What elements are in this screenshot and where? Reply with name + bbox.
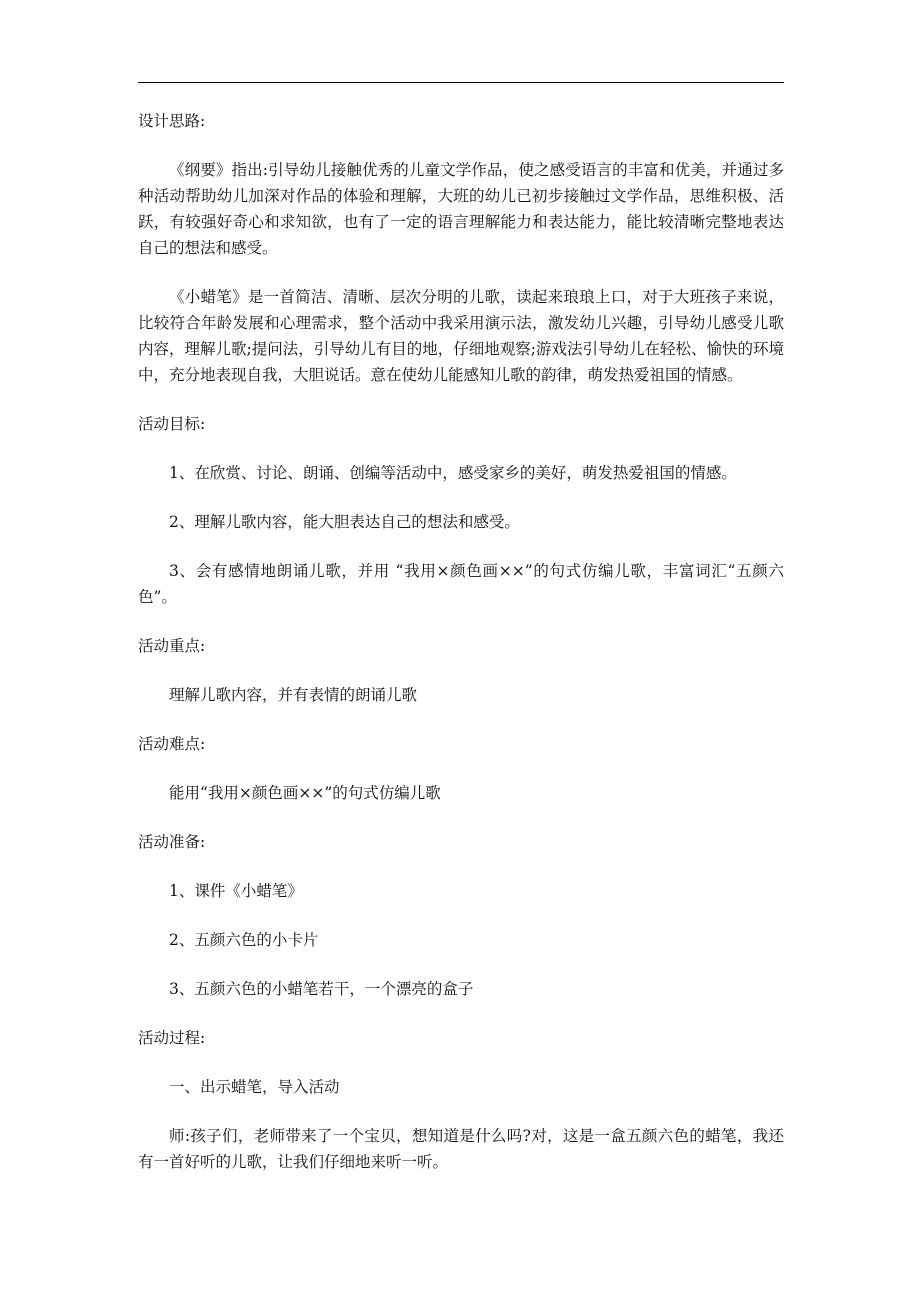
process-step-1: 一、出示蜡笔，导入活动: [169, 1078, 340, 1096]
section-heading-design: 设计思路:: [138, 112, 206, 130]
section-heading-goals: 活动目标:: [138, 415, 206, 433]
preparation-item-2: 2、五颜六色的小卡片: [169, 931, 319, 949]
goal-item-3: 3、会有感情地朗诵儿歌，并用 “我用×颜色画××”的句式仿编儿歌，丰富词汇“五颜六色”。: [138, 562, 784, 606]
preparation-item-1: 1、课件《小蜡笔》: [169, 882, 303, 900]
document-body: [138, 108, 784, 1198]
header-rule: [138, 82, 784, 83]
goal-item-2: 2、理解儿歌内容，能大胆表达自己的想法和感受。: [169, 513, 520, 531]
section-heading-process: 活动过程:: [138, 1029, 206, 1047]
difficulty-text: 能用“我用×颜色画××”的句式仿编儿歌: [169, 784, 441, 802]
preparation-item-3: 3、五颜六色的小蜡笔若干，一个漂亮的盒子: [169, 980, 474, 998]
section-heading-key-points: 活动重点:: [138, 637, 206, 655]
section-heading-preparation: 活动准备:: [138, 833, 206, 851]
teacher-dialogue: 师:孩子们，老师带来了一个宝贝，想知道是什么吗?对，这是一盒五颜六色的蜡笔，我还有一首好听的儿歌，让我们仔细地来听一听。: [138, 1127, 784, 1171]
key-point-text: 理解儿歌内容，并有表情的朗诵儿歌: [169, 686, 418, 704]
goal-item-1: 1、在欣赏、讨论、朗诵、创编等活动中，感受家乡的美好，萌发热爱祖国的情感。: [169, 464, 737, 482]
paragraph-outline: 《纲要》指出:引导幼儿接触优秀的儿童文学作品，使之感受语言的丰富和优美，并通过多种活动帮助幼儿加深对作品的体验和理解，大班的幼儿已初步接触过文学作品，思维积极、活跃，有较强好奇心和求知欲，也有了一定的语言理解能力和表达能力，能比较清晰完整地表达自己的想法和感受。: [138, 161, 784, 257]
section-heading-difficulties: 活动难点:: [138, 735, 206, 753]
paragraph-crayon-song: 《小蜡笔》是一首简洁、清晰、层次分明的儿歌，读起来琅琅上口，对于大班孩子来说，比较符合年龄发展和心理需求，整个活动中我采用演示法，激发幼儿兴趣，引导幼儿感受儿歌内容，理解儿歌;提问法，引导幼儿有目的地，仔细地观察;游戏法引导幼儿在轻松、愉快的环境中，充分地表现自我，大胆说话。意在使幼儿能感知儿歌的韵律，萌发热爱祖国的情感。: [138, 288, 784, 384]
